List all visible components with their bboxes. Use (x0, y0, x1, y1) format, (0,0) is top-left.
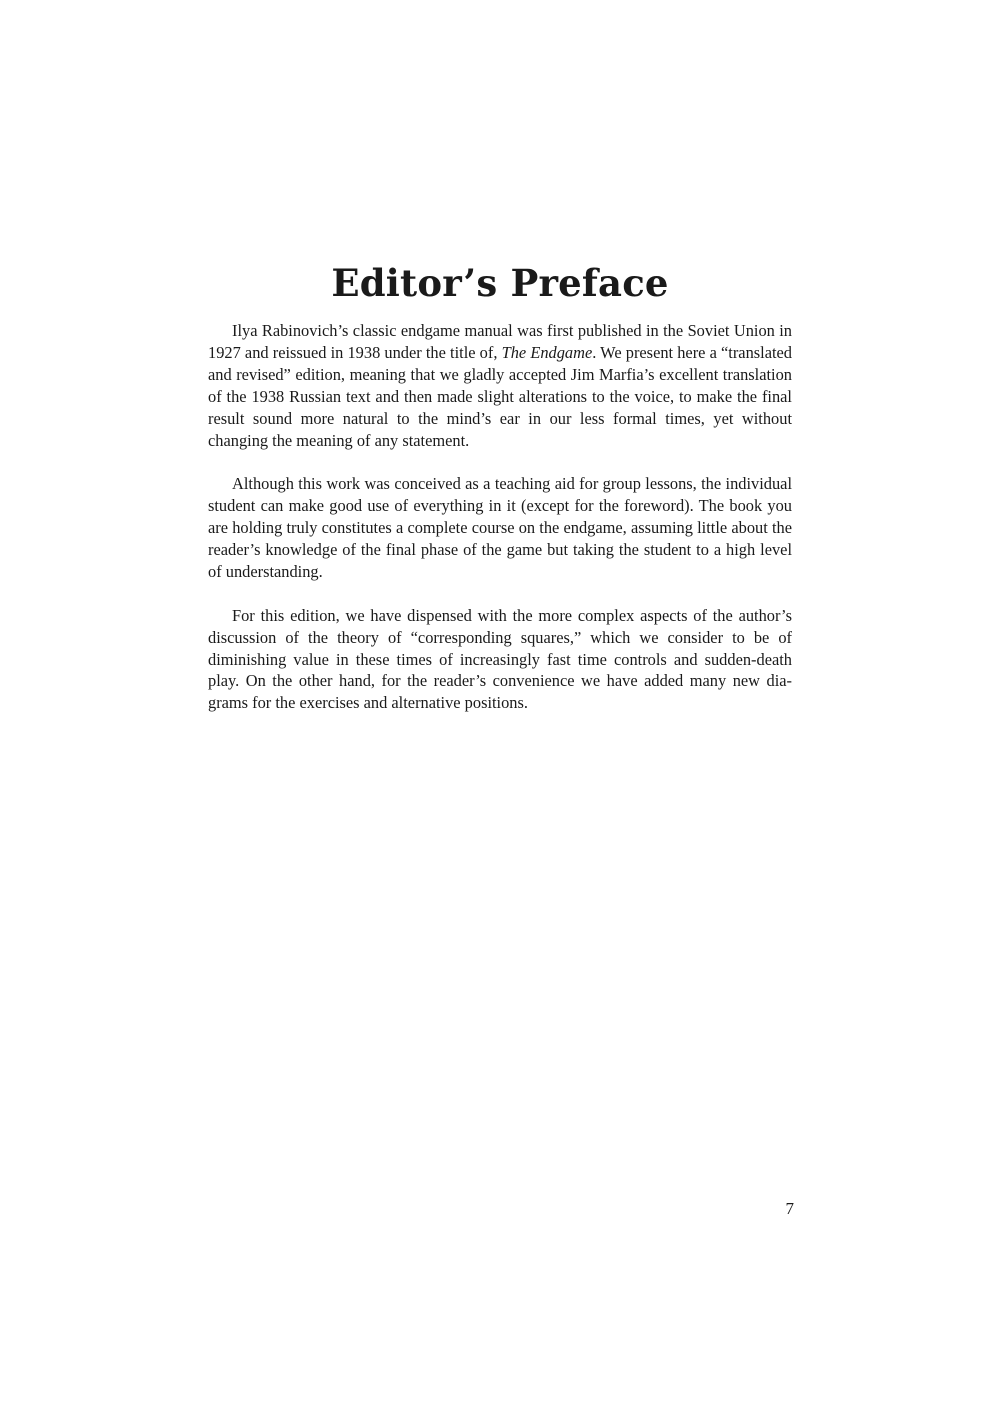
paragraph-2-text: Although this work was conceived as a teaching aid for group lessons, the individual student can make good use of everything in it (except for the foreword). The book you are holding truly constitutes a complete course on the endgame, assuming little about the reader’s knowledge of the final phase of the game but taking the student to a high level of understanding. (208, 474, 792, 581)
paragraph-3 (208, 605, 792, 715)
paragraph-1-text-end: . We present here a “translated and revised” edition, meaning that we gladly accepted Jim Marfia’s excellent translation of the 1938 Russian text and then made slight alterations to the voice, to make the final result sound more natural to the mind’s ear in our less formal times, yet without changing the meaning of any statement. (208, 342, 792, 450)
page-number: 7 (785, 1199, 794, 1218)
paragraph-3-text: For this edition, we have dispensed with the more complex aspects of the author’s discussion of the theory of “corresponding squares,” which we consider to be of diminishing value in these times of increasingly fast time controls and sudden-death play. On the other hand, for the reader’s convenience we have added many new diagrams for the exercises and alternative positions. (208, 605, 792, 713)
page-title: Editor’s Preface (331, 261, 669, 305)
paragraph-2 (208, 473, 792, 583)
preface-body (208, 320, 792, 736)
book-title-emphasis: The Endgame (501, 342, 593, 362)
paragraph-1 (208, 320, 792, 451)
paragraph-1-text-start: Ilya Rabinovich’s classic endgame manual was first published in the Soviet Union in 1927 and reissued in 1938 under the title of, (208, 321, 792, 362)
